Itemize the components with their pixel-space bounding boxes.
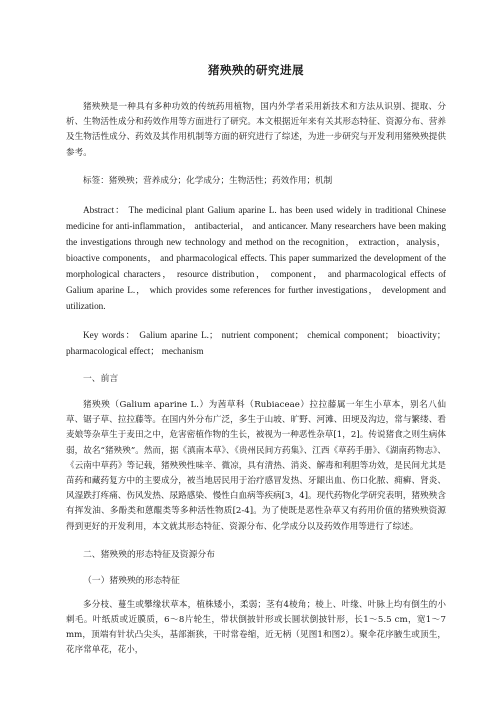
section-heading-introduction: 一、前言	[83, 374, 119, 385]
morphology-paragraph: 多分枝、蔓生或攀缘状草本，植株矮小，柔弱；茎有4棱角；棱上、叶缘、叶脉上均有倒生的小刺毛。叶纸质或近膜质，6～8片轮生，带状倒披针形或长圆状倒披针形，长1～5.5 cm，宽1～7 mm，顶端有针状凸尖头，基部渐狭，干时常卷缩，近无柄（见图1和图2）。聚伞花序腋生或顶生，花序常单花，花小，	[66, 599, 446, 656]
section-heading-morphology: 二、猪殃殃的形态特征及资源分布	[83, 549, 215, 560]
abstract-chinese: 猪殃殃是一种具有多种功效的传统药用植物，国内外学者采用新技术和方法从识别、提取、分析、生物活性成分和药效作用等方面进行了研究。本文根据近年来有关其形态特征、资源分布、营养及生物活性成分、药效及其作用机制等方面的研究进行了综述，为进一步研究与开发利用猪殃殃提供参考。	[66, 102, 446, 158]
keywords-english: Key words： Galium aparine L.； nutrient component； chemical component； bioactivity； pharmacological effect； mechanism	[66, 330, 446, 357]
document-title: 猪殃殃的研究进展	[208, 63, 304, 77]
introduction-paragraph: 猪殃殃（Galium aparine L.）为茜草科（Rubiaceae）拉拉藤属一年生小草本，别名八仙草、锯子草、拉拉藤等。在国内外分布广泛，多生于山坡、旷野、河滩、田埂及沟边，常与繁缕、看麦娘等杂草生于麦田之中，危害密植作物的生长，被视为一种恶性杂草[1，2]。传说猪食之则生病体弱，故名“猪殃殃”。然而，据《滇南本草》、《贵州民间方药集》、江西《草药手册》、《湖南药物志》、《云南中草药》等记载，猪殃殃性味辛、微凉，具有清热、消炎、解毒和利胆等功效，是民间尤其是苗药和藏药复方中的主要成分，被当地居民用于治疗感冒发热、牙龈出血、伤口化脓、痈癣、肾炎、风湿跌打疼痛、伤风发热、尿路感染、慢性白血病等疾病[3，4]。现代药物化学研究表明，猪殃殃含有挥发油、多酚类和蒽醌类等多种活性物质[2-4]。为了使既是恶性杂草又有药用价值的猪殃殃资源得到更好的开发利用，本文就其形态特征、资源分布、化学成分以及药效作用等进行了综述。	[66, 400, 446, 532]
abstract-english: Abstract： The medicinal plant Galium aparine L. has been used widely in traditional Chinese medicine for anti-inflammation， antibacterial， and anticancer. Many researchers have been making the investigations through new technology and method on the recognition， extraction，analysis， bioactive components， and pharmacological effects. This paper summarized the development of the morphological characters， resource distribution， component， and pharmacological effects of Galium aparine L.， which provides some references for further investigations， development and utilization.	[66, 205, 446, 312]
subsection-heading-morphology: （一）猪殃殃的形态特征	[83, 575, 180, 586]
keywords-chinese: 标签：猪殃殃；营养成分；化学成分；生物活性；药效作用；机制	[83, 175, 333, 186]
